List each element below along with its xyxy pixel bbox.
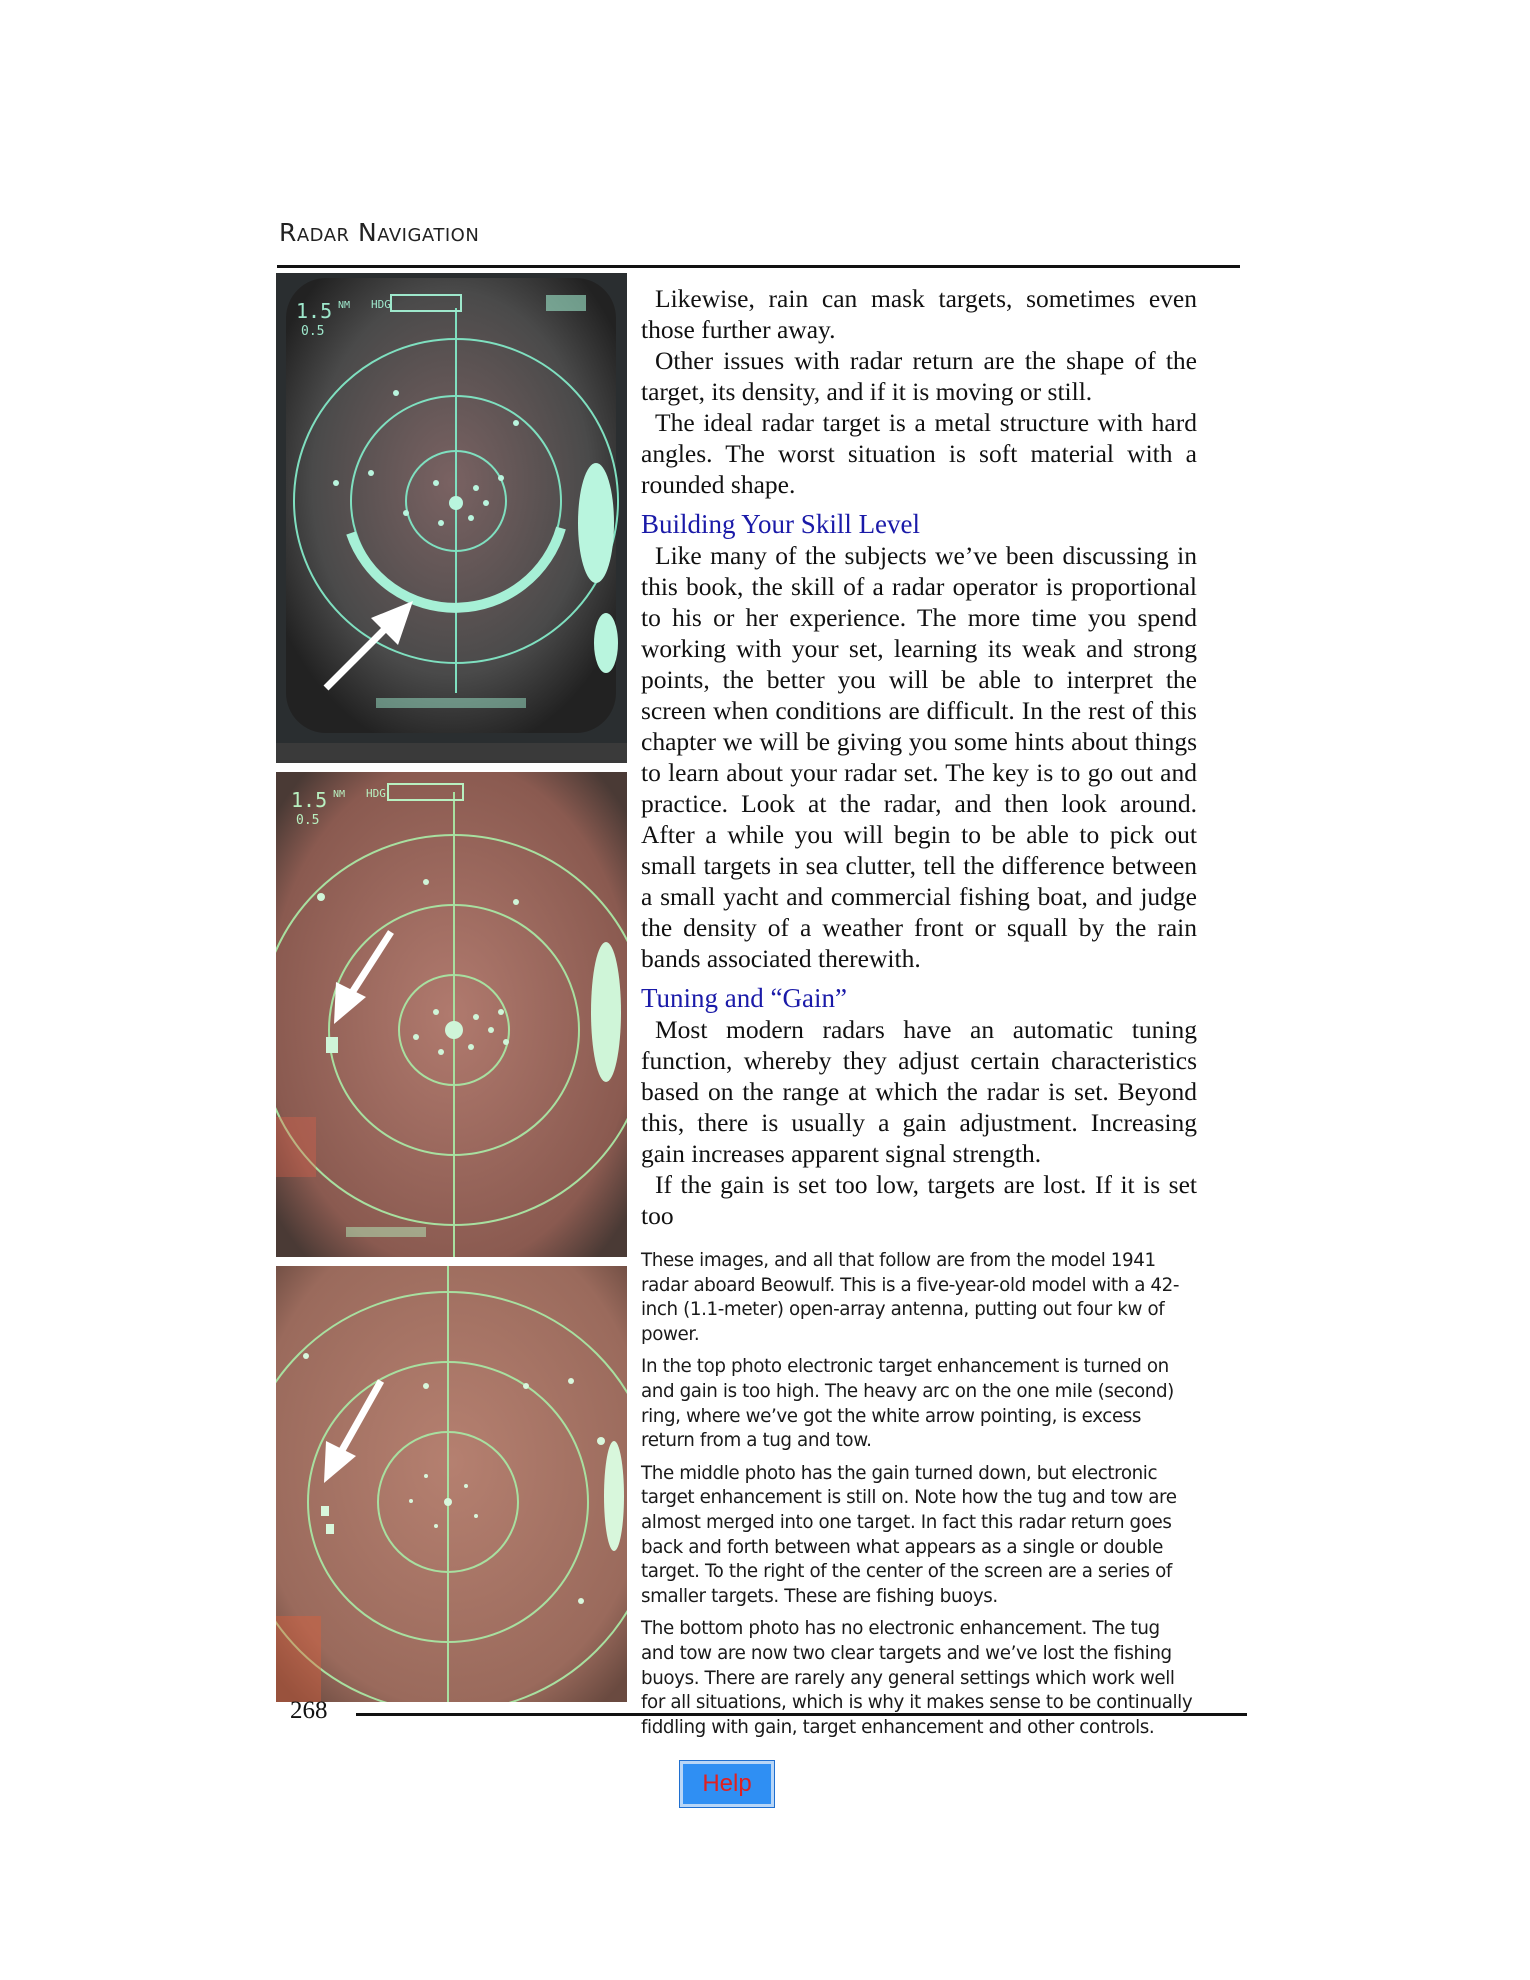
article-text <box>641 283 1197 1748</box>
header-rule <box>277 265 1240 268</box>
help-button[interactable]: Help <box>680 1761 774 1807</box>
ring-readout: 0.5 <box>301 324 325 339</box>
body-paragraph: If the gain is set too low, targets are lost. If it is set too <box>641 1170 1197 1230</box>
caption: The bottom photo has no electronic enhancement. The tug and tow are now two clear targets and we’ve lost the fishing buoys. There are rarely any general settings which work well for all situations, which is why it makes sense to be continually fiddling with gain, target enhancement and other controls. <box>641 1618 1193 1738</box>
radar-photo-middle <box>276 772 627 1257</box>
range-unit: NM <box>333 789 346 800</box>
body-paragraph: Likewise, rain can mask targets, sometimes even those further away. <box>641 284 1197 344</box>
caption: The middle photo has the gain turned down, but electronic target enhancement is still on. Note how the tug and tow are almost merged into one target. In fact this radar return goes back and forth between what appears as a single or double target. To the right of the center of the screen are a series of smaller targets. These are fishing buoys. <box>641 1462 1177 1607</box>
body-paragraph: Other issues with radar return are the shape of the target, its density, and if it is moving or still. <box>641 346 1197 406</box>
body-paragraph: The ideal radar target is a metal structure with hard angles. The worst situation is soft material with a rounded shape. <box>641 408 1197 499</box>
page-number: 268 <box>290 1697 328 1724</box>
caption: These images, and all that follow are from the model 1941 radar aboard Beowulf. This is a five-year-old model with a 42-inch (1.1-meter) open-array antenna, putting out four kw of power. <box>641 1250 1180 1345</box>
range-readout: 1.5 <box>296 299 333 323</box>
section-heading-skill-level: Building Your Skill Level <box>641 509 921 539</box>
running-head: Radar Navigation <box>279 218 480 247</box>
section-heading-tuning-gain: Tuning and “Gain” <box>641 983 847 1013</box>
ring-readout: 0.5 <box>296 813 320 828</box>
range-readout: 1.5 <box>291 788 328 812</box>
radar-photo-top <box>276 273 627 763</box>
body-paragraph: Like many of the subjects we’ve been discussing in this book, the skill of a radar operator is proportional to his or her experience. The more time you spend working with your set, learning its weak and strong points, the better you will be able to interpret the screen when conditions are difficult. In the rest of this chapter we will be giving you some hints about things to learn about your radar set. The key is to go out and practice. Look at the radar, and then look around. After a while you will begin to be able to pick out small targets in sea clutter, tell the difference between a small yacht and commercial fishing boat, and judge the density of a weather front or squall by the rain bands associated therewith. <box>641 541 1197 973</box>
mode-readout: HDG <box>371 298 391 311</box>
caption: In the top photo electronic target enhancement is turned on and gain is too high. The heavy arc on the one mile (second) ring, where we’ve got the white arrow pointing, is excess return from a tug and tow. <box>641 1356 1174 1452</box>
range-unit: NM <box>338 300 351 311</box>
mode-readout: HDG <box>366 787 386 800</box>
radar-photo-bottom <box>276 1266 627 1702</box>
footer-rule <box>356 1713 1247 1716</box>
radar-photo-column <box>276 273 627 1711</box>
photo-captions <box>641 1249 1197 1740</box>
body-paragraph: Most modern radars have an automatic tuning function, whereby they adjust certain characteristics based on the range at which the radar is set. Beyond this, there is usually a gain adjustment. Increasing gain increases apparent signal strength. <box>641 1015 1197 1168</box>
